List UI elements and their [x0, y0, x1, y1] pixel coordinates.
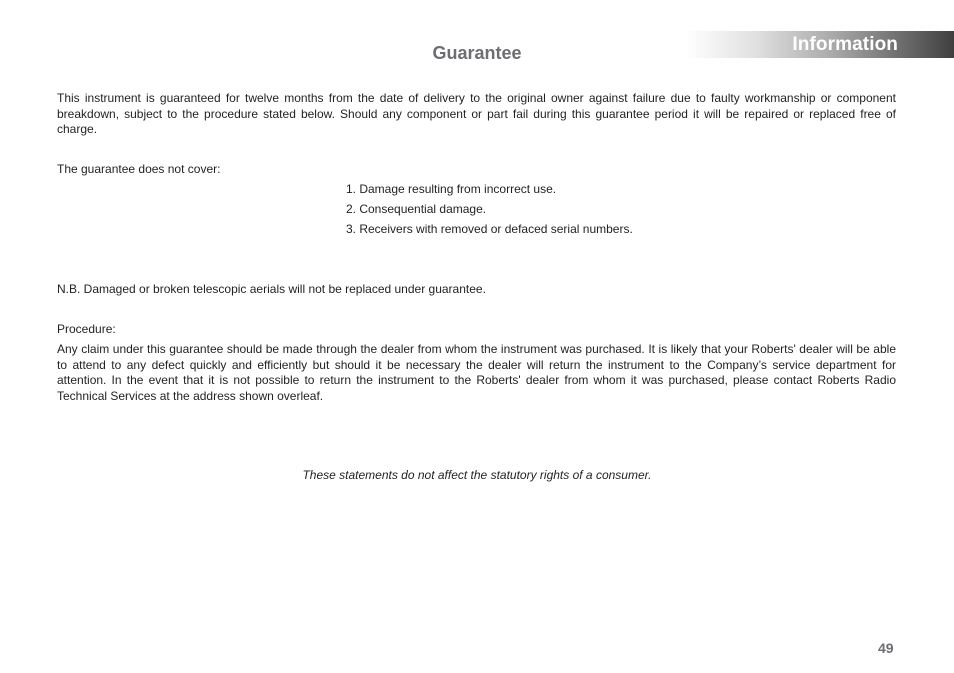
statutory-note: These statements do not affect the statutory rights of a consumer.	[302, 468, 652, 482]
page-title: Guarantee	[432, 43, 522, 63]
exclusion-list	[346, 182, 633, 242]
page-number: 49	[878, 640, 894, 656]
exclusion-item: 2. Consequential damage.	[346, 202, 487, 216]
exclusion-item: 3. Receivers with removed or defaced serial numbers.	[346, 222, 633, 236]
nb-note: N.B. Damaged or broken telescopic aerials will not be replaced under guarantee.	[57, 282, 486, 296]
procedure-paragraph: Any claim under this guarantee should be made through the dealer from whom the instrument was purchased. It is likely that your Roberts' dealer will be able to attend to any defect quickly and efficiently but should it be necessary the dealer will return the instrument to the Company’s service department for attention. In the event that it is not possible to return the instrument to the Roberts' dealer from whom it was purchased, please contact Roberts Radio Technical Services at the address shown overleaf.	[57, 342, 896, 403]
exclusion-item: 1. Damage resulting from incorrect use.	[346, 182, 557, 196]
exclusions-heading: The guarantee does not cover:	[57, 162, 221, 176]
section-label: Information	[792, 34, 898, 55]
intro-paragraph: This instrument is guaranteed for twelve months from the date of delivery to the original owner against failure due to faulty workmanship or component breakdown, subject to the procedure stated below. Should any component or part fail during this guarantee period it will be repaired or replaced free of charge.	[57, 91, 896, 136]
procedure-heading: Procedure:	[57, 322, 116, 336]
